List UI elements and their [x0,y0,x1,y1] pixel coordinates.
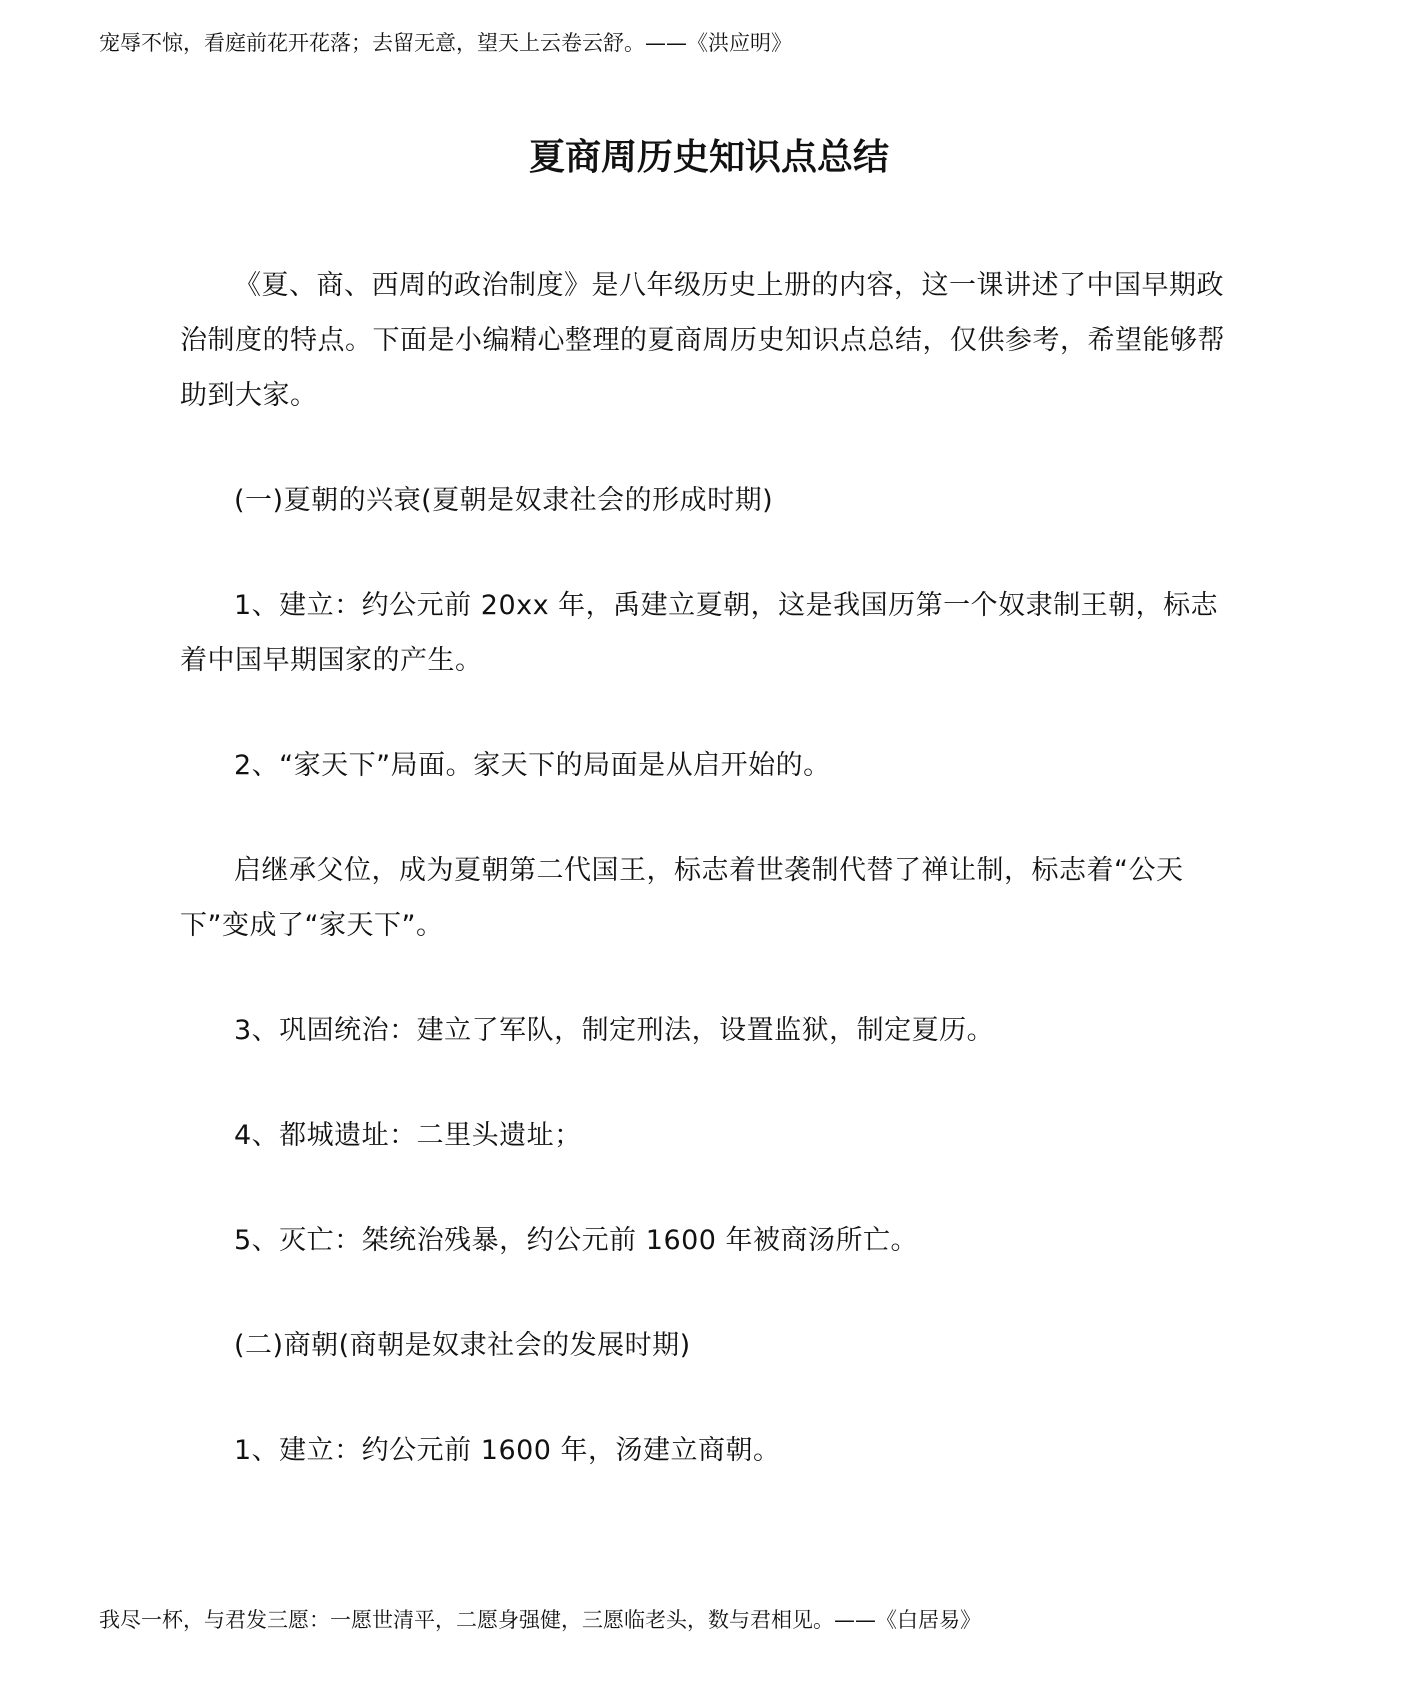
paragraph-xia-capital: 4、都城遗址：二里头遗址； [234,1120,582,1151]
paragraph-xia-founding: 1、建立：约公元前 20xx 年，禹建立夏朝，这是我国历第一个奴隶制王朝，标志着中国早期国家的产生。 [180,590,1219,676]
paragraph-xia-fall: 5、灭亡：桀统治残暴，约公元前 1600 年被商汤所亡。 [234,1225,919,1256]
paragraph-shang-founding: 1、建立：约公元前 1600 年，汤建立商朝。 [234,1435,781,1466]
footer-quote: 我尽一杯，与君发三愿：一愿世清平，二愿身强健，三愿临老头，数与君相见。——《白居易》 [99,1608,981,1632]
paragraph-xia-consolidation: 3、巩固统治：建立了军队，制定刑法，设置监狱，制定夏历。 [234,1015,995,1046]
paragraph-qi-succession: 启继承父位，成为夏朝第二代国王，标志着世袭制代替了禅让制，标志着“公天下”变成了“家天下”。 [180,855,1184,941]
document-title: 夏商周历史知识点总结 [528,137,889,178]
section-heading-shang: (二)商朝(商朝是奴隶社会的发展时期) [234,1330,691,1361]
section-heading-xia: (一)夏朝的兴衰(夏朝是奴隶社会的形成时期) [234,485,774,516]
header-quote: 宠辱不惊，看庭前花开花落；去留无意，望天上云卷云舒。——《洪应明》 [99,31,792,55]
paragraph-jiatianxia: 2、“家天下”局面。家天下的局面是从启开始的。 [234,750,831,781]
document-body [180,258,1240,1528]
paragraph-intro: 《夏、商、西周的政治制度》是八年级历史上册的内容，这一课讲述了中国早期政治制度的特点。下面是小编精心整理的夏商周历史知识点总结，仅供参考，希望能够帮助到大家。 [180,270,1225,411]
